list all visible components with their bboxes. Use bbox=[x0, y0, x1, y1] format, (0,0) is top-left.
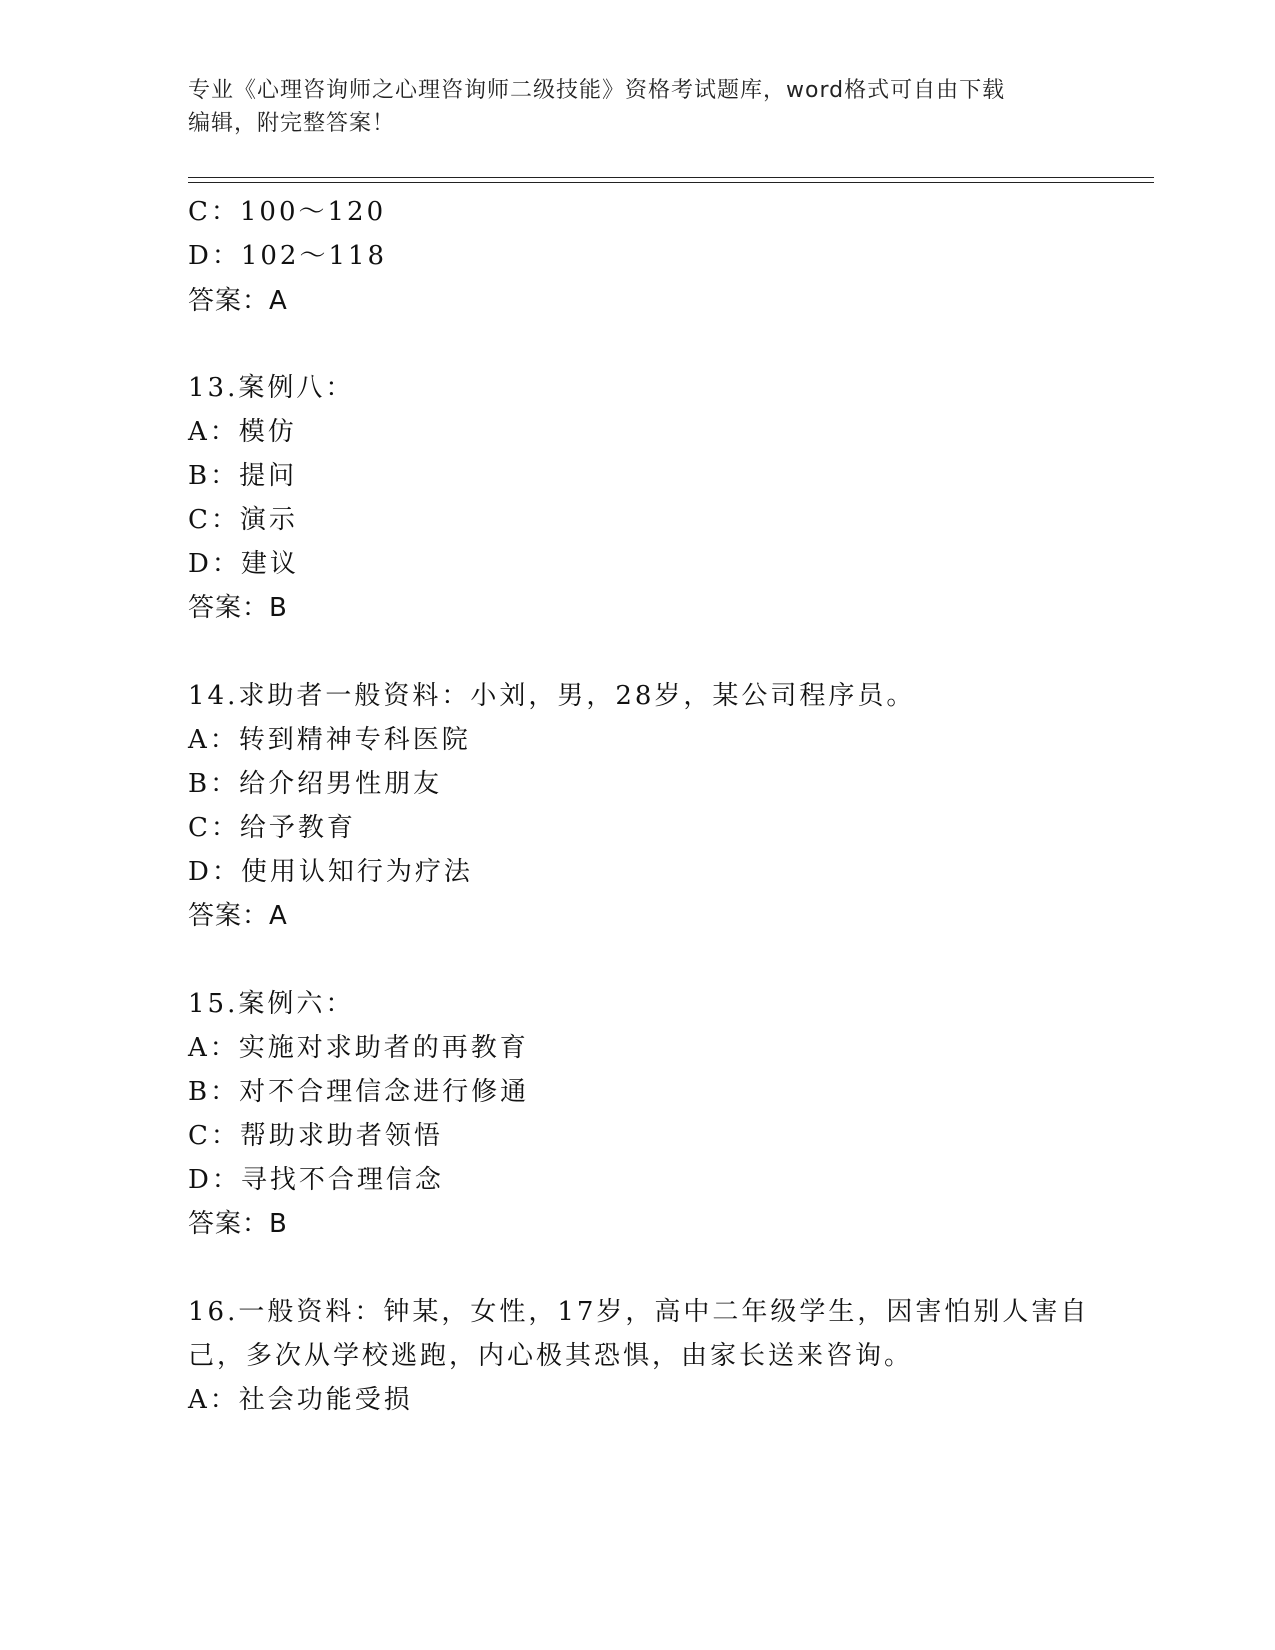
header-line-1: 专业《心理咨询师之心理咨询师二级技能》资格考试题库，word格式可自由下载 bbox=[188, 78, 1006, 103]
option-d-q15: D：寻找不合理信念 bbox=[188, 1165, 444, 1195]
header-line-2: 编辑，附完整答案！ bbox=[188, 111, 396, 136]
answer-q13: 答案：B bbox=[188, 593, 288, 623]
option-a-q16: A：社会功能受损 bbox=[188, 1385, 413, 1415]
question-14: 14.求助者一般资料：小刘，男，28岁，某公司程序员。 bbox=[188, 681, 916, 711]
document-header bbox=[188, 74, 1088, 140]
header-divider-top bbox=[188, 177, 1154, 178]
option-b-q15: B：对不合理信念进行修通 bbox=[188, 1077, 530, 1107]
option-a-q15: A：实施对求助者的再教育 bbox=[188, 1033, 529, 1063]
option-a-q14: A：转到精神专科医院 bbox=[188, 725, 471, 755]
question-16-line-2: 己，多次从学校逃跑，内心极其恐惧，由家长送来咨询。 bbox=[188, 1341, 914, 1371]
option-d-q14: D：使用认知行为疗法 bbox=[188, 857, 473, 887]
answer-q14: 答案：A bbox=[188, 901, 288, 931]
option-b-q13: B：提问 bbox=[188, 461, 298, 491]
option-a-q13: A：模仿 bbox=[188, 417, 297, 447]
question-15: 15.案例六： bbox=[188, 989, 355, 1019]
header-divider-bottom bbox=[188, 182, 1154, 183]
question-13: 13.案例八： bbox=[188, 373, 355, 403]
option-d-q13: D：建议 bbox=[188, 549, 299, 579]
option-c-q12: C：100～120 bbox=[188, 197, 387, 227]
answer-q12: 答案：A bbox=[188, 286, 288, 316]
option-c-q13: C：演示 bbox=[188, 505, 298, 535]
option-c-q15: C：帮助求助者领悟 bbox=[188, 1121, 443, 1151]
option-b-q14: B：给介绍男性朋友 bbox=[188, 769, 443, 799]
option-d-q12: D：102～118 bbox=[188, 241, 388, 271]
option-c-q14: C：给予教育 bbox=[188, 813, 356, 843]
answer-q15: 答案：B bbox=[188, 1209, 288, 1239]
question-16-line-1: 16.一般资料：钟某，女性，17岁，高中二年级学生，因害怕别人害自 bbox=[188, 1297, 1090, 1327]
